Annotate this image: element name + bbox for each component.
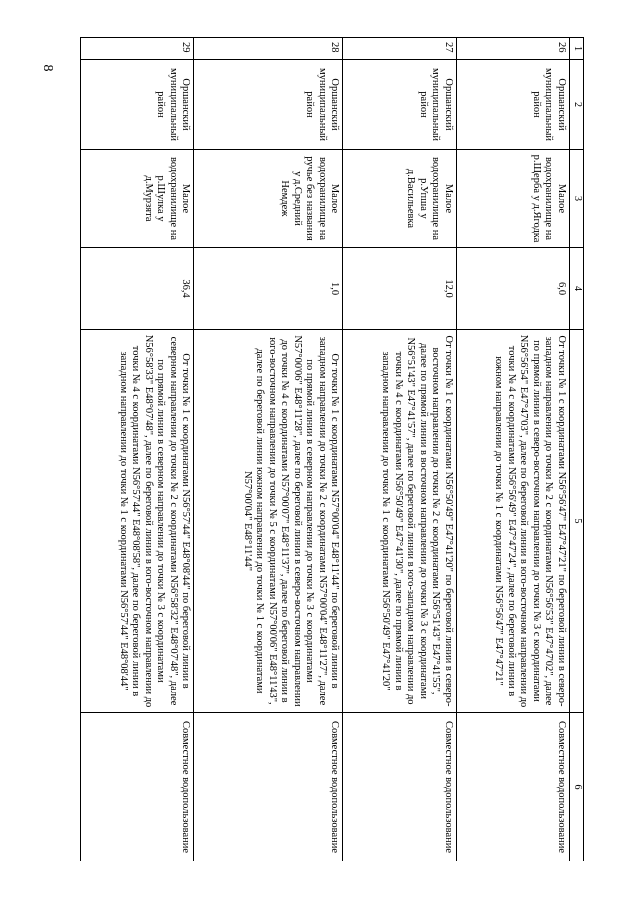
usage-type-cell: Совместное водопользование [194, 713, 343, 862]
page-number: 8 [40, 64, 55, 72]
row-number: 27 [343, 38, 456, 60]
boundary-description-cell: От точки № 1 с координатами N57°00'04" E48°11'44" по береговой линии в западном направлении до точки № 2 с координатами N57°00'04" E48°11'27", далее по прямой линии в северном направлении до точки № 3 с координатами N57°00'06" E48°11'28", далее по береговой линии в северо-восточном направлении до точки № 4 с координатами N57°00'07" E48°11'37", далее по береговой линии в юго-восточном направлении до точки № 5 с координатами N57°00'06" E48°11'43", далее по береговой линии южном направлении до точки № 1 с координатами N57°00'04" E48°11'44" [194, 330, 343, 713]
usage-type-cell: Совместное водопользование [456, 713, 569, 862]
table-row [81, 38, 194, 862]
table-header-row [570, 38, 584, 862]
table-row [194, 38, 343, 862]
column-header: 1 [570, 38, 584, 60]
table-row [343, 38, 456, 862]
district-cell: Оршанский муниципальный район [456, 60, 569, 150]
table-container [80, 37, 584, 861]
water-object-cell: Малое водохранилище на р.Щерба у д.Ягодка [456, 150, 569, 248]
column-header: 3 [570, 150, 584, 248]
district-cell: Оршанский муниципальный район [343, 60, 456, 150]
table-row [456, 38, 569, 862]
area-cell: 36,4 [81, 248, 194, 330]
rotated-table-frame [80, 37, 584, 861]
boundary-description-cell: От точки № 1 с координатами N56°50'49" E47°41'20" по береговой линии в северо-восточном направлении до точки № 2 с координатами N56°51'43" E47°41'55", далее по прямой линии в восточном направлении до точки № 3 с координатами N56°51'43" E47°41'57", далее по береговой линии в юго-западном направлении до точки № 4 с координатами N56°50'49" E47°41'30", далее по прямой линии в западном направлении до точки № 1 с координатами N56°50'49" E47°41'20" [343, 330, 456, 713]
usage-type-cell: Совместное водопользование [81, 713, 194, 862]
district-cell: Оршанский муниципальный район [81, 60, 194, 150]
row-number: 28 [194, 38, 343, 60]
area-cell: 6,0 [456, 248, 569, 330]
water-object-cell: Малое водохранилище на ручье без названия у д.Средний Немдеж [194, 150, 343, 248]
column-header: 6 [570, 713, 584, 862]
row-number: 26 [456, 38, 569, 60]
usage-type-cell: Совместное водопользование [343, 713, 456, 862]
water-bodies-table [80, 37, 584, 861]
column-header: 4 [570, 248, 584, 330]
water-object-cell: Малое водохранилище на р.Упша у д.Васильевка [343, 150, 456, 248]
area-cell: 12,0 [343, 248, 456, 330]
area-cell: 1,0 [194, 248, 343, 330]
row-number: 29 [81, 38, 194, 60]
column-header: 2 [570, 60, 584, 150]
water-object-cell: Малое водохранилище на р.Шулка у д.Мурзята [81, 150, 194, 248]
boundary-description-cell: От точки № 1 с координатами N56°57'44" E48°08'44" по береговой линии в северном направлении до точки № 2 с координатами N56°58'32" E48°07'48", далее по прямой линии в северном направлении до точки № 3 с координатами N56°58'33" E48°07'48", далее по береговой линии в юго-восточном направлении до точки № 4 с координатами N56°57'44" E48°08'58", далее по береговой линии в западном направлении до точки № 1 с координатами N56°57'44" E48°08'44" [81, 330, 194, 713]
district-cell: Оршанский муниципальный район [194, 60, 343, 150]
boundary-description-cell: От точки № 1 с координатами N56°56'47" E47°47'21" по береговой линии в северо-западном направлении до точки № 2 с координатами N56°56'53" E47°47'02", далее по прямой линии в северо-восточном направлении до точки № 3 с координатами N56°56'54" E47°47'03", далее по береговой линии в юго-восточном направлении до точки № 4 с координатами N56°56'49" E47°47'24", далее по береговой линии в южном направлении до точки № 1 с координатами N56°56'47" E47°47'21" [456, 330, 569, 713]
column-header: 5 [570, 330, 584, 713]
